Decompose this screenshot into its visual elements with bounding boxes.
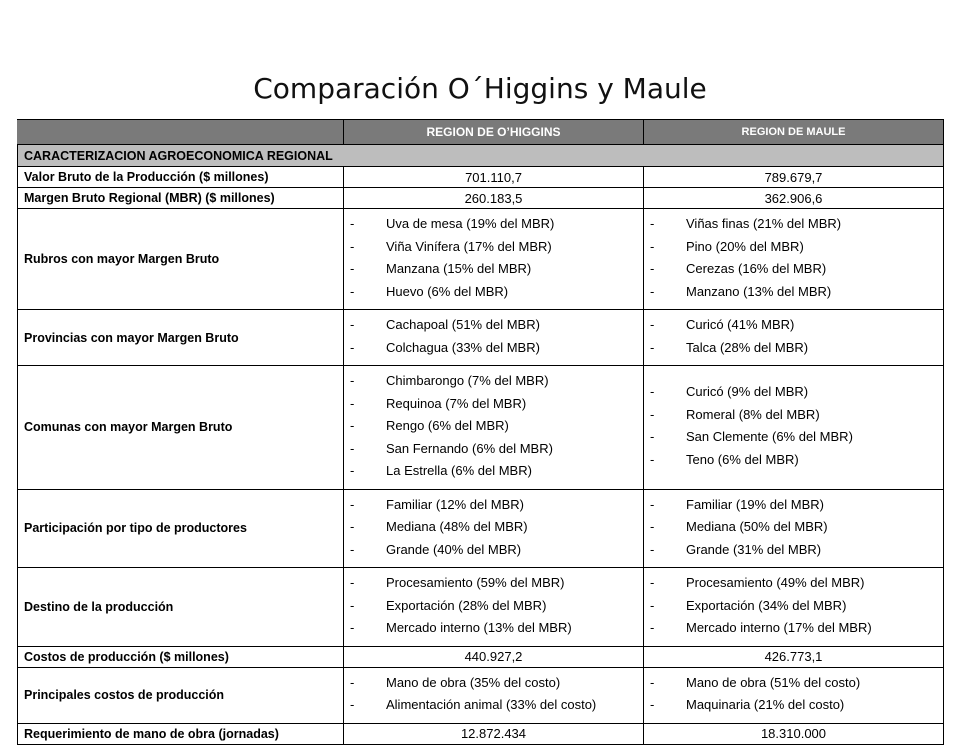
value-cell-maule: 426.773,1 bbox=[644, 646, 944, 667]
row-label: Destino de la producción bbox=[18, 568, 344, 647]
bullet-list bbox=[350, 370, 637, 483]
list-item: - Alimentación animal (33% del costo) bbox=[350, 694, 637, 717]
list-item: - Pino (20% del MBR) bbox=[650, 236, 937, 259]
bullet-list bbox=[350, 494, 637, 562]
row-label: Provincias con mayor Margen Bruto bbox=[18, 310, 344, 366]
list-cell-ohiggins bbox=[344, 366, 644, 490]
list-item: - San Fernando (6% del MBR) bbox=[350, 438, 637, 461]
list-item: - Viñas finas (21% del MBR) bbox=[650, 213, 937, 236]
list-item: - Familiar (19% del MBR) bbox=[650, 494, 937, 517]
row-label: Comunas con mayor Margen Bruto bbox=[18, 366, 344, 490]
row-label: Costos de producción ($ millones) bbox=[18, 646, 344, 667]
table-row bbox=[18, 568, 944, 647]
list-cell-ohiggins bbox=[344, 489, 644, 568]
list-cell-maule bbox=[644, 209, 944, 310]
list-item: - Procesamiento (59% del MBR) bbox=[350, 572, 637, 595]
bullet-list bbox=[350, 672, 637, 717]
list-cell-maule bbox=[644, 667, 944, 723]
table-row bbox=[18, 188, 944, 209]
list-item: - Exportación (34% del MBR) bbox=[650, 595, 937, 618]
table-row bbox=[18, 167, 944, 188]
list-cell-maule bbox=[644, 310, 944, 366]
list-cell-maule bbox=[644, 366, 944, 490]
list-item: - Colchagua (33% del MBR) bbox=[350, 337, 637, 360]
table-row bbox=[18, 646, 944, 667]
list-cell-ohiggins bbox=[344, 568, 644, 647]
bullet-list bbox=[350, 572, 637, 640]
table-row bbox=[18, 366, 944, 490]
list-item: - Grande (40% del MBR) bbox=[350, 539, 637, 562]
section-row bbox=[18, 145, 944, 167]
bullet-list bbox=[350, 314, 637, 359]
list-item: - Familiar (12% del MBR) bbox=[350, 494, 637, 517]
list-item: - Rengo (6% del MBR) bbox=[350, 415, 637, 438]
list-item: - Maquinaria (21% del costo) bbox=[650, 694, 937, 717]
list-cell-ohiggins bbox=[344, 209, 644, 310]
value-cell-ohiggins: 12.872.434 bbox=[344, 723, 644, 744]
list-item: - Grande (31% del MBR) bbox=[650, 539, 937, 562]
header-empty-cell bbox=[18, 120, 344, 145]
bullet-list bbox=[650, 314, 937, 359]
list-item: - Mano de obra (51% del costo) bbox=[650, 672, 937, 695]
row-label: Participación por tipo de productores bbox=[18, 489, 344, 568]
header-ohiggins: REGION DE O’HIGGINS bbox=[344, 120, 644, 145]
list-item: - Manzana (15% del MBR) bbox=[350, 258, 637, 281]
value-cell-ohiggins: 701.110,7 bbox=[344, 167, 644, 188]
list-cell-maule bbox=[644, 489, 944, 568]
list-item: - Requinoa (7% del MBR) bbox=[350, 393, 637, 416]
list-item: - Exportación (28% del MBR) bbox=[350, 595, 637, 618]
row-label: Valor Bruto de la Producción ($ millones) bbox=[18, 167, 344, 188]
list-cell-maule bbox=[644, 568, 944, 647]
bullet-list bbox=[650, 213, 937, 303]
row-label: Requerimiento de mano de obra (jornadas) bbox=[18, 723, 344, 744]
value-cell-maule: 18.310.000 bbox=[644, 723, 944, 744]
header-maule: REGION DE MAULE bbox=[644, 120, 944, 145]
table-row bbox=[18, 310, 944, 366]
list-item: - Chimbarongo (7% del MBR) bbox=[350, 370, 637, 393]
list-item: - Curicó (41% MBR) bbox=[650, 314, 937, 337]
bullet-list bbox=[650, 494, 937, 562]
value-cell-ohiggins: 440.927,2 bbox=[344, 646, 644, 667]
bullet-list bbox=[350, 213, 637, 303]
list-item: - Talca (28% del MBR) bbox=[650, 337, 937, 360]
bullet-list bbox=[650, 572, 937, 640]
list-item: - San Clemente (6% del MBR) bbox=[650, 426, 937, 449]
list-item: - La Estrella (6% del MBR) bbox=[350, 460, 637, 483]
table-row bbox=[18, 723, 944, 744]
row-label: Principales costos de producción bbox=[18, 667, 344, 723]
bullet-list bbox=[650, 381, 937, 471]
table-row bbox=[18, 209, 944, 310]
row-label: Rubros con mayor Margen Bruto bbox=[18, 209, 344, 310]
list-item: - Viña Vinífera (17% del MBR) bbox=[350, 236, 637, 259]
table-row bbox=[18, 489, 944, 568]
list-item: - Mercado interno (13% del MBR) bbox=[350, 617, 637, 640]
comparison-table bbox=[17, 119, 944, 745]
page-title: Comparación O´Higgins y Maule bbox=[253, 72, 707, 105]
list-item: - Romeral (8% del MBR) bbox=[650, 404, 937, 427]
list-item: - Mercado interno (17% del MBR) bbox=[650, 617, 937, 640]
list-item: - Cachapoal (51% del MBR) bbox=[350, 314, 637, 337]
list-cell-ohiggins bbox=[344, 310, 644, 366]
table-row bbox=[18, 667, 944, 723]
table-body bbox=[18, 145, 944, 745]
value-cell-ohiggins: 260.183,5 bbox=[344, 188, 644, 209]
list-item: - Teno (6% del MBR) bbox=[650, 449, 937, 472]
section-title: CARACTERIZACION AGROECONOMICA REGIONAL bbox=[18, 145, 944, 167]
value-cell-maule: 362.906,6 bbox=[644, 188, 944, 209]
row-label: Margen Bruto Regional (MBR) ($ millones) bbox=[18, 188, 344, 209]
list-item: - Mano de obra (35% del costo) bbox=[350, 672, 637, 695]
bullet-list bbox=[650, 672, 937, 717]
table-header-row bbox=[18, 120, 944, 145]
list-item: - Procesamiento (49% del MBR) bbox=[650, 572, 937, 595]
list-cell-ohiggins bbox=[344, 667, 644, 723]
value-cell-maule: 789.679,7 bbox=[644, 167, 944, 188]
list-item: - Mediana (48% del MBR) bbox=[350, 516, 637, 539]
list-item: - Manzano (13% del MBR) bbox=[650, 281, 937, 304]
list-item: - Uva de mesa (19% del MBR) bbox=[350, 213, 637, 236]
list-item: - Mediana (50% del MBR) bbox=[650, 516, 937, 539]
list-item: - Curicó (9% del MBR) bbox=[650, 381, 937, 404]
list-item: - Cerezas (16% del MBR) bbox=[650, 258, 937, 281]
list-item: - Huevo (6% del MBR) bbox=[350, 281, 637, 304]
